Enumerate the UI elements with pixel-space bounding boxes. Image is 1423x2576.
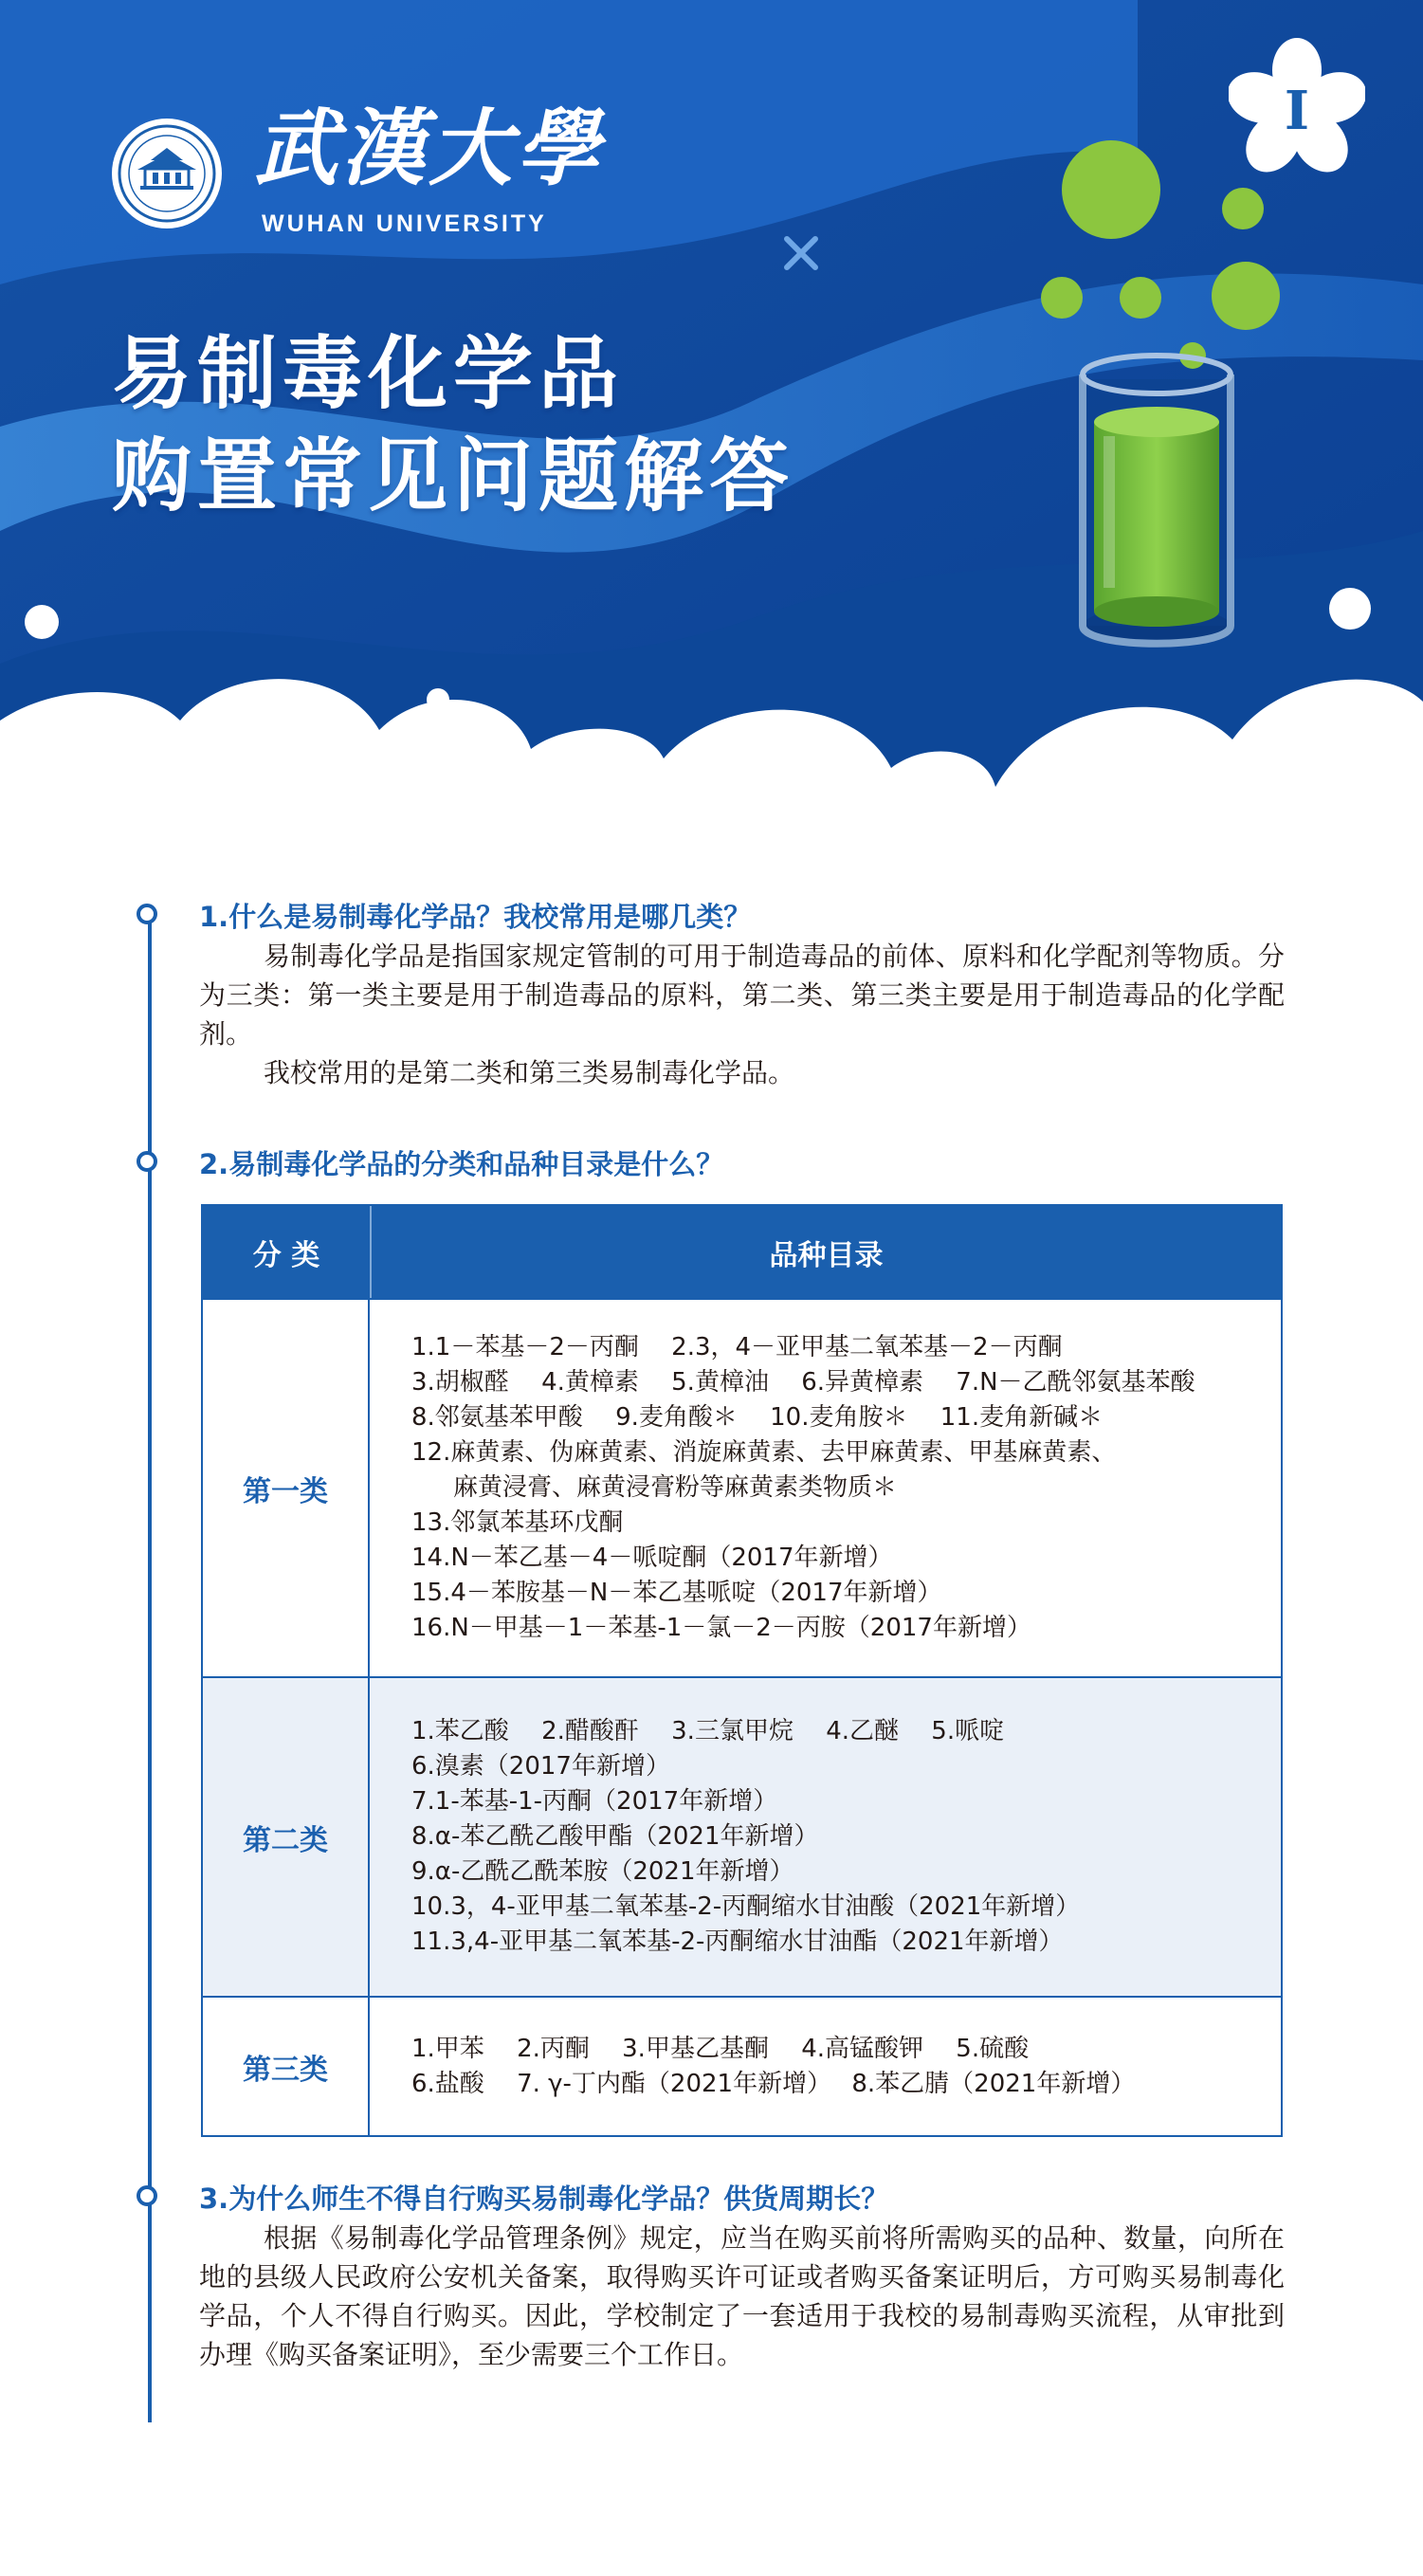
university-seal-icon [109,116,225,231]
answer-paragraph: 易制毒化学品是指国家规定管制的可用于制造毒品的前体、原料和化学配剂等物质。分为三类：第一类主要是用于制造毒品的原料，第二类、第三类主要是用于制造毒品的化学配剂。 [199,941,1285,1050]
answer-paragraph: 我校常用的是第二类和第三类易制毒化学品。 [264,1057,795,1088]
chemical-catalog-table [201,1204,1283,2137]
catalog-item: 16.N－甲基－1－苯基-1－氯－2－丙胺（2017年新增） [411,1614,1031,1642]
badge-numeral: I [1284,80,1310,142]
timeline-dot [137,2185,157,2206]
catalog-item: 11.3,4-亚甲基二氧苯基-2-丙酮缩水甘油酯（2021年新增） [411,1927,1064,1956]
page-title-line-2: 购置常见问题解答 [112,429,795,522]
catalog-item: 7.1-苯基-1-丙酮（2017年新增） [411,1787,778,1816]
header-catalog: 品种目录 [769,1238,884,1272]
catalog-item: 1.1－苯基－2－丙酮 2.3，4－亚甲基二氧苯基－2－丙酮 [411,1333,1063,1361]
header-banner [0,0,1423,853]
category-cell: 第一类 [203,1300,370,1676]
catalog-item: 13.邻氯苯基环戊酮 [411,1508,624,1537]
timeline-dot [137,1151,157,1172]
catalog-item: 8.邻氨基苯甲酸 9.麦角酸＊ 10.麦角胺＊ 11.麦角新碱＊ [411,1403,1104,1432]
catalog-item: 6.盐酸 7. γ-丁内酯（2021年新增） 8.苯乙腈（2021年新增） [411,2069,1136,2098]
catalog-item: 14.N－苯乙基－4－哌啶酮（2017年新增） [411,1544,893,1572]
table-row [203,1676,1281,1996]
category-cell: 第二类 [203,1678,370,1996]
question-1-title: 1.什么是易制毒化学品？我校常用是哪几类？ [199,901,752,933]
header-category: 分 类 [203,1206,372,1298]
catalog-item: 10.3，4-亚甲基二氧苯基-2-丙酮缩水甘油酸（2021年新增） [411,1892,1081,1921]
table-row [203,1298,1281,1676]
catalog-cell [370,1998,1281,2135]
beaker-icon [1024,133,1299,664]
table-header [203,1206,1281,1298]
question-3-title: 3.为什么师生不得自行购买易制毒化学品？供货周期长？ [199,2183,889,2215]
catalog-item: 8.α-苯乙酰乙酸甲酯（2021年新增） [411,1822,819,1851]
answer-paragraph: 根据《易制毒化学品管理条例》规定，应当在购买前将所需购买的品种、数量，向所在地的县级人民政府公安机关备案，取得购买许可证或者购买备案证明后，方可购买易制毒化学品，个人不得自行购买。因此，学校制定了一套适用于我校的易制毒购买流程，从审批到办理《购买备案证明》，至少需要三个工作日。 [199,2222,1285,2370]
catalog-item: 9.α-乙酰乙酰苯胺（2021年新增） [411,1857,794,1886]
table-row [203,1996,1281,2135]
university-name-en: WUHAN UNIVERSITY [262,210,547,237]
question-2-title: 2.易制毒化学品的分类和品种目录是什么？ [199,1148,724,1180]
catalog-item: 6.溴素（2017年新增） [411,1752,670,1781]
category-cell: 第三类 [203,1998,370,2135]
catalog-item: 3.胡椒醛 4.黄樟素 5.黄樟油 6.异黄樟素 7.N－乙酰邻氨基苯酸 [411,1368,1195,1397]
question-3-answer [199,2219,1285,2374]
catalog-cell [370,1678,1281,1996]
page-title-line-1: 易制毒化学品 [112,327,625,420]
catalog-cell [370,1300,1281,1676]
catalog-item: 1.苯乙酸 2.醋酸酐 3.三氯甲烷 4.乙醚 5.哌啶 [411,1717,1005,1745]
catalog-item: 15.4－苯胺基－N－苯乙基哌啶（2017年新增） [411,1579,942,1607]
catalog-item: 麻黄浸膏、麻黄浸膏粉等麻黄素类物质＊ [453,1473,898,1502]
catalog-item: 12.麻黄素、伪麻黄素、消旋麻黄素、去甲麻黄素、甲基麻黄素、 [411,1438,1117,1467]
catalog-item: 1.甲苯 2.丙酮 3.甲基乙基酮 4.高锰酸钾 5.硫酸 [411,2034,1030,2063]
university-name-cn: 武漢大學 [254,99,604,197]
question-1-answer [199,937,1285,1092]
timeline-dot [137,904,157,924]
